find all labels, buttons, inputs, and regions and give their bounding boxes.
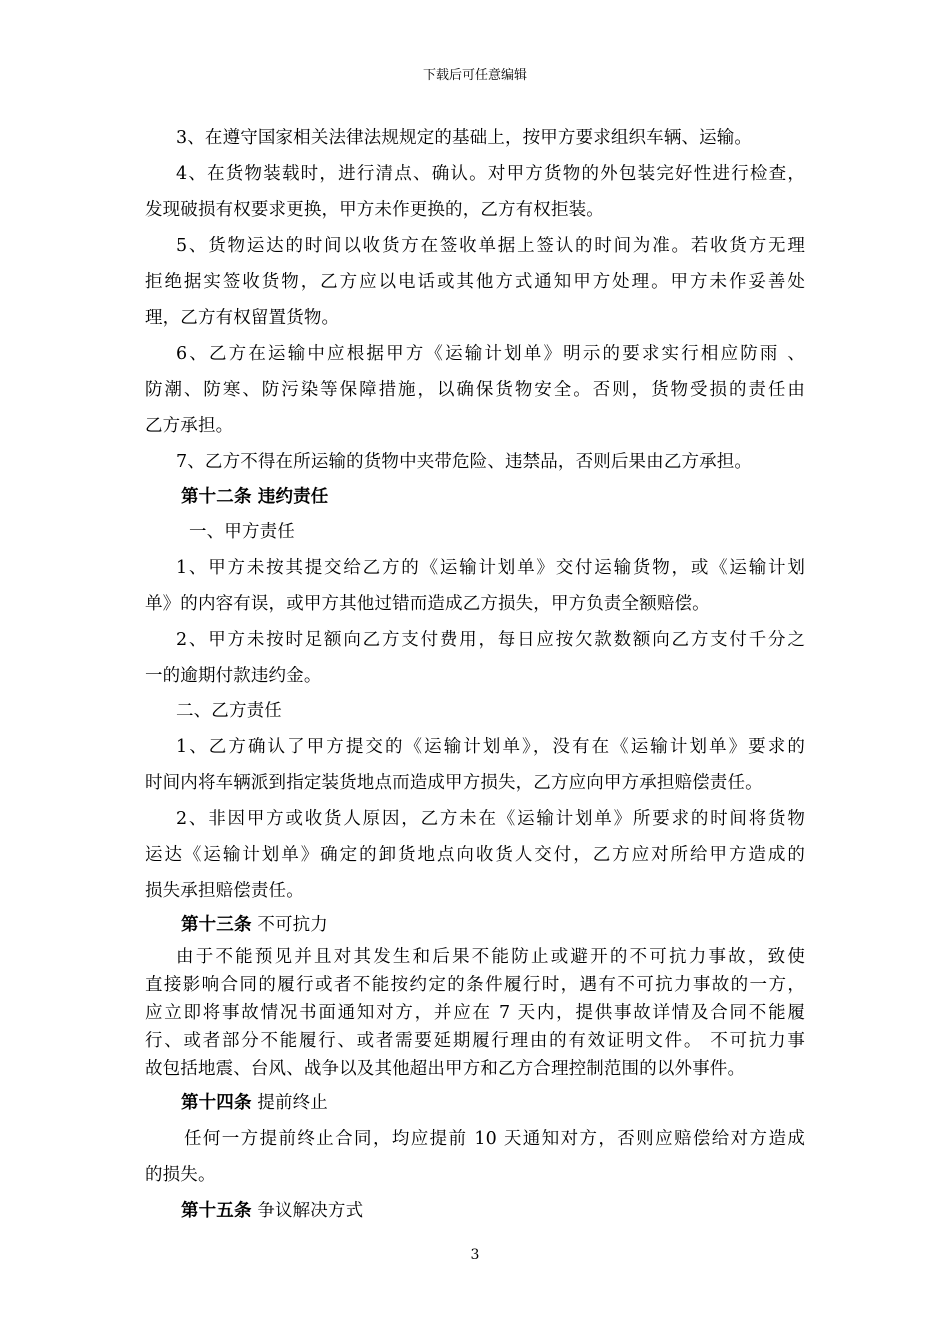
paragraph-line: 1、乙方确认了甲方提交的《运输计划单》，没有在《运输计划单》要求的 <box>176 737 805 757</box>
paragraph-line: 应立即将事故情况书面通知对方，并应在 7 天内，提供事故详情及合同不能履 <box>145 1003 805 1023</box>
paragraph-line: 乙方承担。 <box>145 416 234 436</box>
article-15-title <box>181 1197 805 1222</box>
article-15-heading: 争议解决方式 <box>257 1201 364 1221</box>
paragraph-line: 损失承担赔偿责任。 <box>145 881 304 901</box>
section-heading: 二、乙方责任 <box>176 701 282 721</box>
paragraph-line: 故包括地震、台风、战争以及其他超出甲方和乙方合理控制范围的以外事件。 <box>145 1059 746 1079</box>
paragraph-line: 2、甲方未按时足额向乙方支付费用，每日应按欠款数额向乙方支付千分之 <box>176 630 805 650</box>
section-heading: 一、甲方责任 <box>189 522 295 542</box>
paragraph-line: 拒绝据实签收货物，乙方应以电话或其他方式通知甲方处理。甲方未作妥善处 <box>145 272 805 292</box>
paragraph-line: 5、货物运达的时间以收货方在签收单据上签认的时间为准。若收货方无理 <box>176 236 805 256</box>
paragraph-line: 由于不能预见并且对其发生和后果不能防止或避开的不可抗力事故，致使 <box>176 947 805 967</box>
paragraph-line: 1、甲方未按其提交给乙方的《运输计划单》交付运输货物，或《运输计划 <box>176 558 805 578</box>
page-header: 下载后可任意编辑 <box>422 68 527 83</box>
paragraph-line: 直接影响合同的履行或者不能按约定的条件履行时，遇有不可抗力事故的一方， <box>145 975 805 995</box>
paragraph-line: 单》的内容有误，或甲方其他过错而造成乙方损失，甲方负责全额赔偿。 <box>145 594 710 614</box>
paragraph-line: 理，乙方有权留置货物。 <box>145 308 340 328</box>
paragraph-line: 6、乙方在运输中应根据甲方《运输计划单》明示的要求实行相应防雨 、 <box>176 344 805 364</box>
article-14-title <box>181 1089 805 1114</box>
article-15-number: 第十五条 <box>181 1201 252 1221</box>
paragraph-line: 的损失。 <box>145 1165 216 1185</box>
paragraph-line: 3、在遵守国家相关法律法规规定的基础上，按甲方要求组织车辆、运输。 <box>176 128 753 148</box>
article-13-title <box>181 911 805 936</box>
article-13-heading: 不可抗力 <box>257 915 328 935</box>
paragraph-line: 时间内将车辆派到指定装货地点而造成甲方损失，乙方应向甲方承担赔偿责任。 <box>145 773 763 793</box>
paragraph-line: 一的逾期付款违约金。 <box>145 666 322 686</box>
paragraph-line: 运达《运输计划单》确定的卸货地点向收货人交付，乙方应对所给甲方造成的 <box>145 845 805 865</box>
article-13-number: 第十三条 <box>181 915 252 935</box>
paragraph-line: 2、非因甲方或收货人原因，乙方未在《运输计划单》所要求的时间将货物 <box>176 809 805 829</box>
article-14-number: 第十四条 <box>181 1093 252 1113</box>
paragraph-line: 4、在货物装载时，进行清点、确认。对甲方货物的外包装完好性进行检查， <box>176 164 805 184</box>
article-14-heading: 提前终止 <box>257 1093 328 1113</box>
paragraph-line: 行、或者部分不能履行、或者需要延期履行理由的有效证明文件。 不可抗力事 <box>145 1031 805 1051</box>
paragraph-line: 7、乙方不得在所运输的货物中夹带危险、违禁品，否则后果由乙方承担。 <box>176 452 753 472</box>
article-12-title: 第十二条 违约责任 <box>181 487 329 507</box>
paragraph-line: 防潮、防寒、防污染等保障措施，以确保货物安全。否则，货物受损的责任由 <box>145 380 805 400</box>
page-number: 3 <box>470 1247 480 1263</box>
paragraph-line: 任何一方提前终止合同，均应提前 10 天通知对方，否则应赔偿给对方造成 <box>184 1129 805 1149</box>
paragraph-line: 发现破损有权要求更换，甲方未作更换的，乙方有权拒装。 <box>145 200 604 220</box>
